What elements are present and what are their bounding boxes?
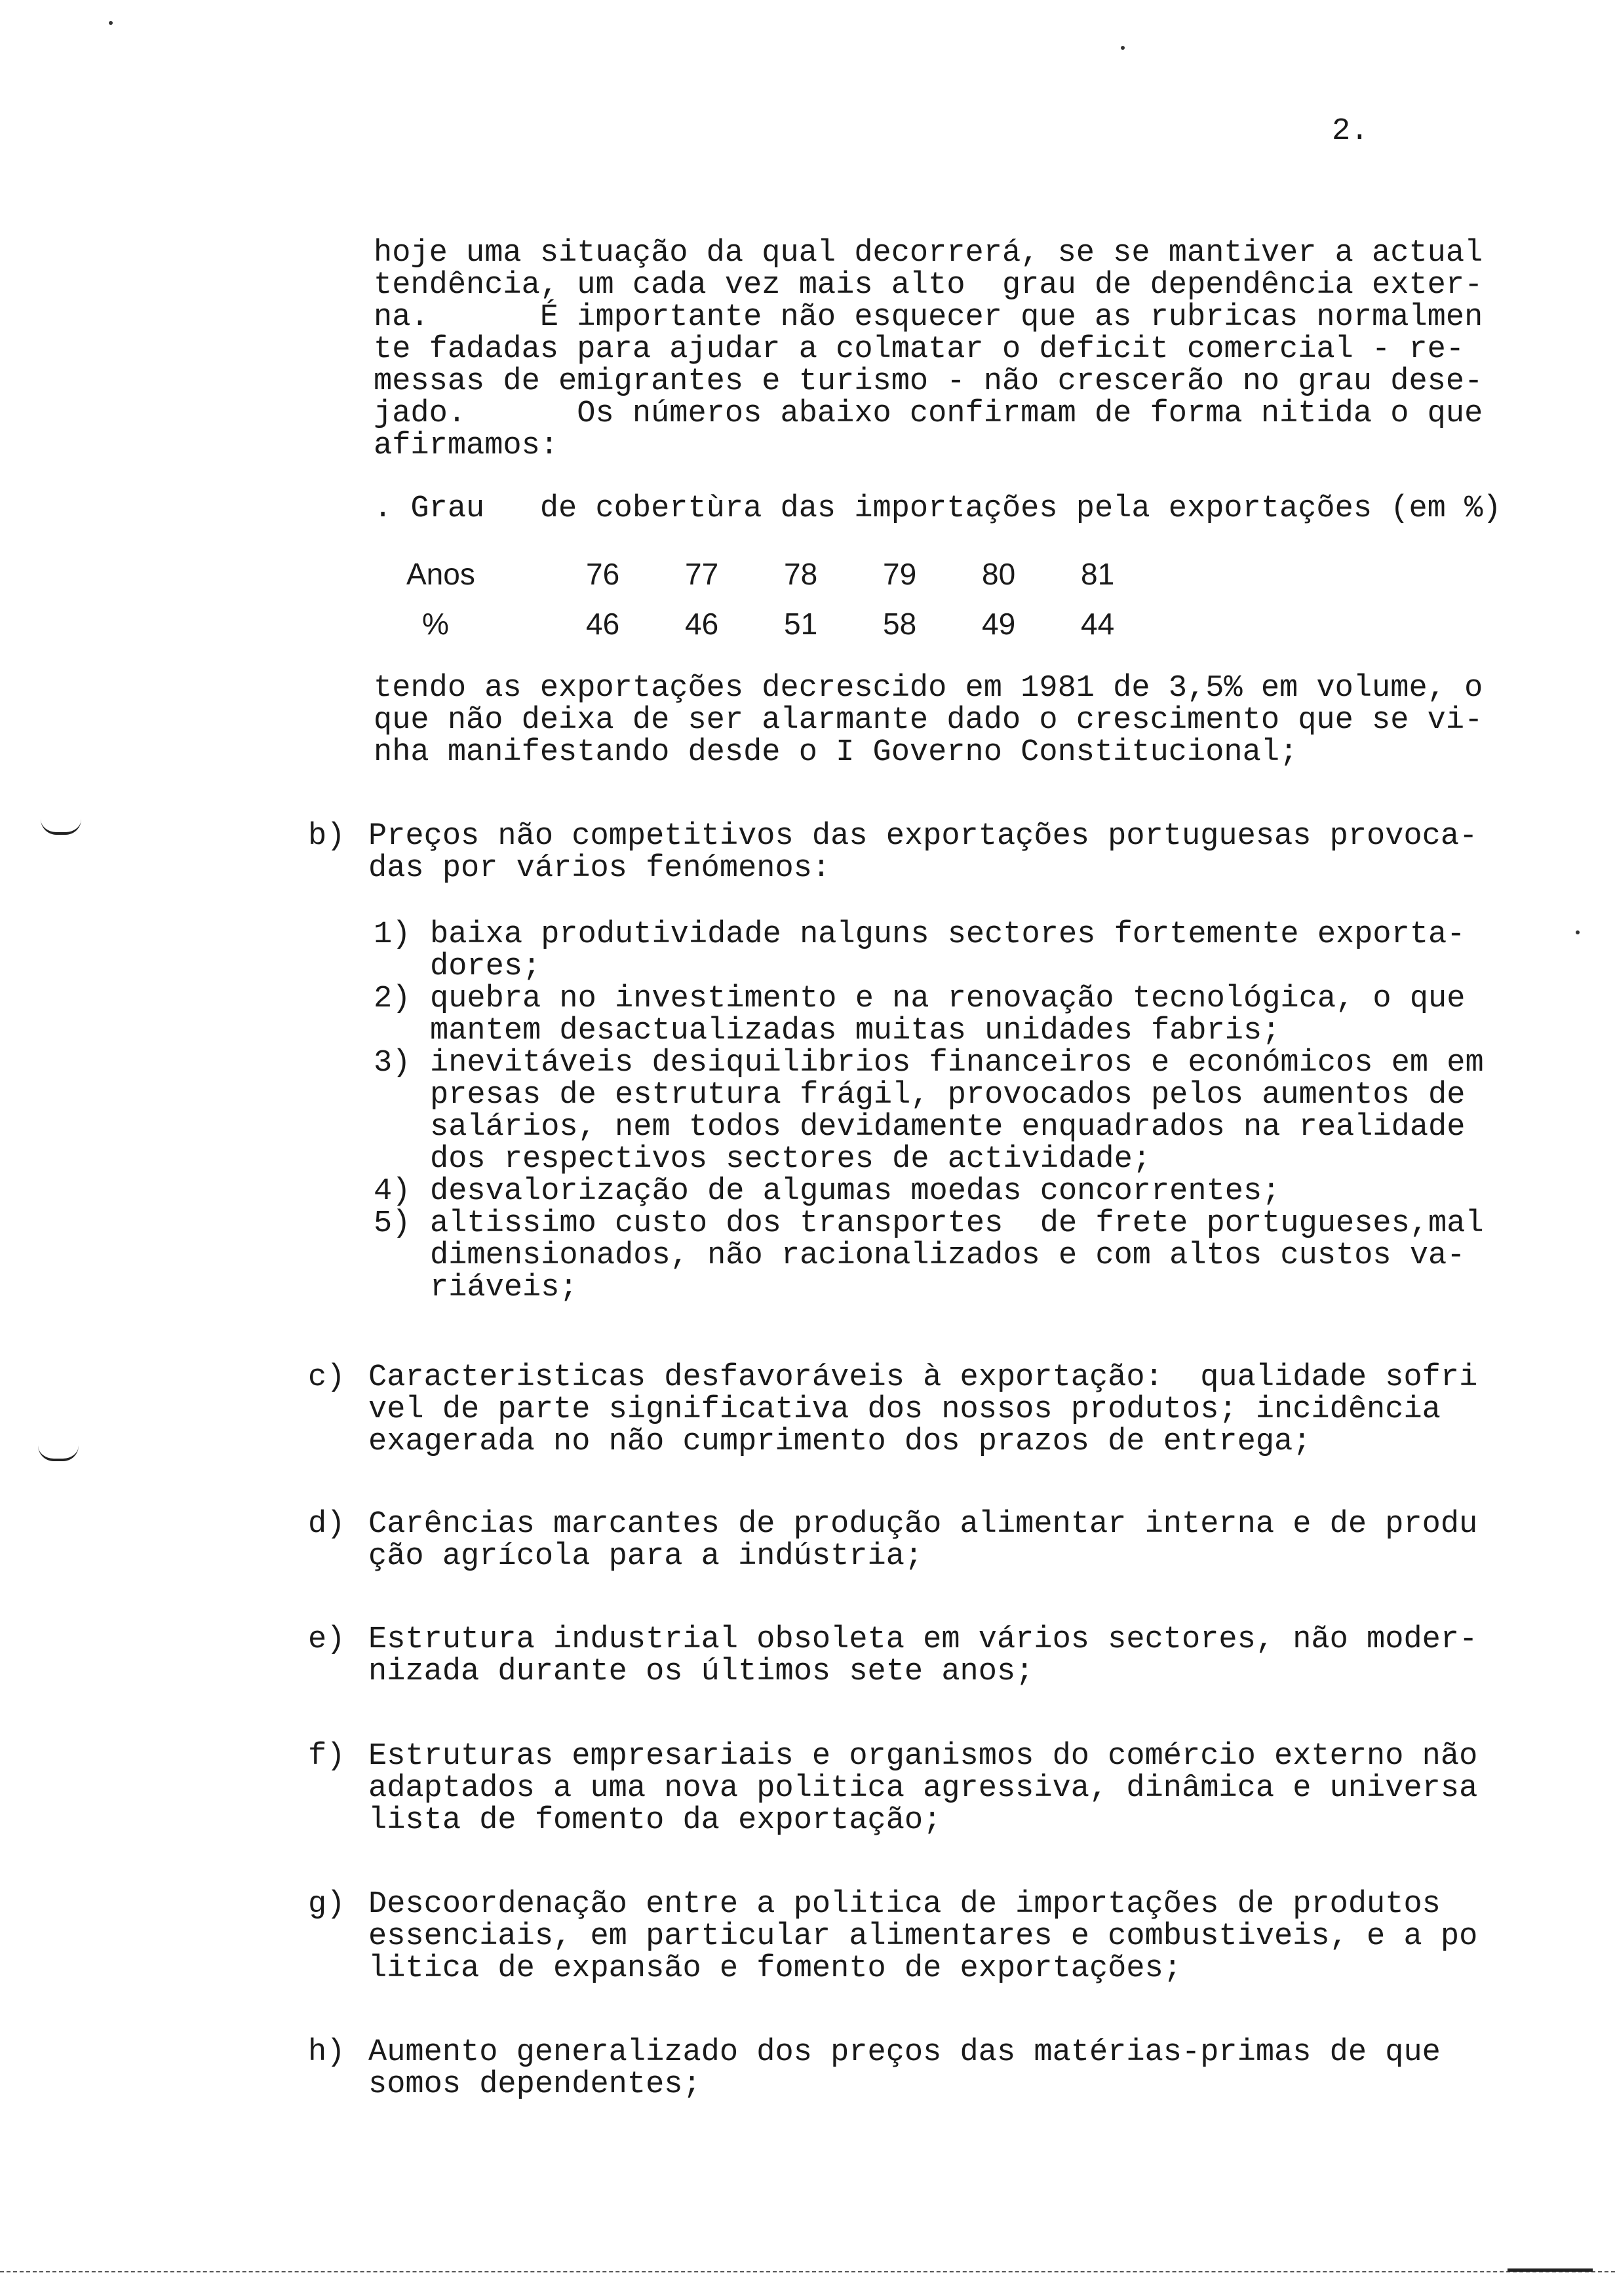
year-cell: 80 [982,556,1016,591]
text-line: afirmamos: [374,429,559,463]
text-line: Estruturas empresariais e organismos do comércio externo não [368,1739,1478,1774]
value-cell: 46 [685,606,719,641]
text-line: messas de emigrantes e turismo - não crescerão no grau dese- [374,364,1483,399]
page-number: 2. [1332,114,1369,149]
text-line: tendência, um cada vez mais alto grau de dependência exter- [374,268,1483,303]
table-row [406,549,1180,599]
item-marker: f) [308,1739,345,1774]
text-line: nizada durante os últimos sete anos; [368,1655,1034,1689]
intro-paragraph [374,237,1580,462]
text-line: presas de estrutura frágil, provocados pelos aumentos de [430,1078,1466,1113]
year-cell: 77 [685,556,719,591]
scan-dot [1121,46,1125,50]
text-line: essenciais, em particular alimentares e combustiveis, e a po [368,1919,1478,1954]
percent-label: % [422,606,449,641]
text-line: das por vários fenómenos: [368,851,831,886]
coverage-title: . Grau de cobertùra das importações pela exportações (em %) [374,491,1502,526]
bottom-rule [0,2271,1615,2272]
text-line: desvalorização de algumas moedas concorrentes; [430,1174,1281,1209]
table-row [406,599,1180,649]
text-line: nha manifestando desde o I Governo Constitucional; [374,735,1298,770]
text-line: Aumento generalizado dos preços das matérias-primas de que [368,2035,1441,2070]
year-cell: 76 [586,556,620,591]
text-line: dos respectivos sectores de actividade; [430,1142,1151,1177]
scan-dot [1576,930,1580,934]
item-marker: h) [308,2035,345,2070]
text-line: que não deixa de ser alarmante dado o crescimento que se vi- [374,703,1483,738]
value-cell: 51 [784,606,818,641]
value-cell: 44 [1081,606,1115,641]
sub-item-marker: 3) [374,1046,411,1081]
year-cell: 81 [1081,556,1115,591]
text-line: dimensionados, não racionalizados e com altos custos va- [430,1238,1466,1273]
text-line: mantem desactualizadas muitas unidades fabris; [430,1014,1281,1048]
text-line: hoje uma situação da qual decorrerá, se se mantiver a actual [374,236,1483,271]
text-line: quebra no investimento e na renovação tecnológica, o que [430,982,1466,1016]
sub-item-marker: 1) [374,917,411,952]
text-line: jado. Os números abaixo confirmam de forma nitida o que [374,396,1483,431]
bottom-rule-mark [1508,2268,1593,2272]
text-line: somos dependentes; [368,2067,701,2102]
text-line: baixa produtividade nalguns sectores fortemente exporta- [430,917,1466,952]
item-marker: e) [308,1622,345,1657]
text-line: ção agrícola para a indústria; [368,1539,924,1574]
value-cell: 58 [883,606,917,641]
text-line: Descoordenação entre a politica de importações de produtos [368,1887,1441,1922]
text-line: riáveis; [430,1271,578,1305]
text-line: lista de fomento da exportação; [368,1803,942,1838]
sub-item-marker: 2) [374,982,411,1016]
after-table-paragraph [374,672,1580,769]
text-line: inevitáveis desiquilibrios financeiros e económicos em em [430,1046,1484,1081]
value-cell: 49 [982,606,1016,641]
text-line: salários, nem todos devidamente enquadrados na realidade [430,1110,1466,1145]
text-line: Preços não competitivos das exportações portuguesas provoca- [368,819,1478,854]
year-cell: 78 [784,556,818,591]
text-line: na. É importante não esquecer que as rubricas normalmen [374,300,1483,335]
text-line: Estrutura industrial obsoleta em vários sectores, não moder- [368,1622,1478,1657]
binder-mark-icon [41,819,81,835]
sub-item-marker: 4) [374,1174,411,1209]
scan-dot [109,21,113,25]
text-line: Caracteristicas desfavoráveis à exportação: qualidade sofri [368,1360,1478,1395]
value-cell: 46 [586,606,620,641]
item-marker: c) [308,1360,345,1395]
text-line: adaptados a uma nova politica agressiva, dinâmica e universa [368,1771,1478,1806]
sub-item-marker: 5) [374,1206,411,1241]
text-line: vel de parte significativa dos nossos produtos; incidência [368,1392,1441,1427]
text-line: te fadadas para ajudar a colmatar o deficit comercial - re- [374,332,1465,367]
coverage-table [406,549,1180,649]
item-marker: b) [308,819,345,854]
text-line: altissimo custo dos transportes de frete portugueses,mal [430,1206,1484,1241]
text-line: exagerada no não cumprimento dos prazos de entrega; [368,1425,1312,1459]
text-line: tendo as exportações decrescido em 1981 de 3,5% em volume, o [374,671,1483,706]
item-marker: g) [308,1887,345,1922]
text-line: Carências marcantes de produção alimentar interna e de produ [368,1507,1478,1542]
text-line: litica de expansão e fomento de exportações; [368,1951,1182,1986]
years-label: Anos [406,556,475,591]
year-cell: 79 [883,556,917,591]
text-line: dores; [430,949,541,984]
binder-mark-icon [38,1445,79,1461]
item-marker: d) [308,1507,345,1542]
